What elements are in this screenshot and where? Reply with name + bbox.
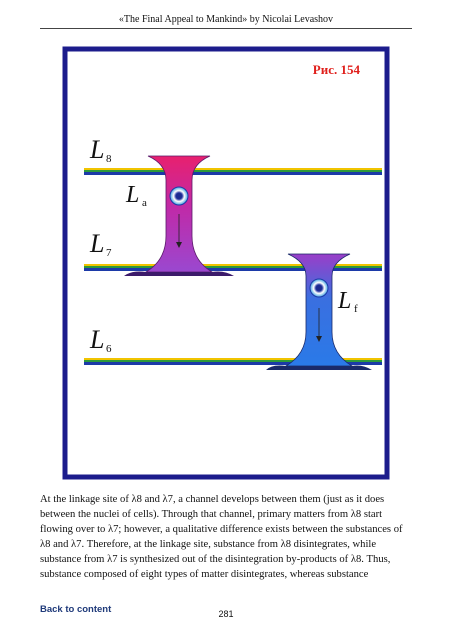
label-lf-sub: f — [354, 303, 358, 315]
label-l8: L — [90, 135, 105, 164]
label-la: L — [126, 182, 140, 208]
plane-l7-lines — [84, 264, 382, 271]
body-line: between the nuclei of cells). Through that channel, primary matters from λ8 start — [40, 509, 383, 520]
body-line: λ8 and λ7. Therefore, at the linkage site, substance from λ8 disintegrates, while — [40, 539, 377, 550]
body-paragraph — [40, 492, 416, 582]
label-l6: L — [90, 325, 105, 354]
label-la-sub: a — [142, 197, 147, 209]
body-line: flowing over to λ7; however, a qualitative difference exists between the substances of — [40, 524, 403, 535]
back-to-content-link[interactable]: Back to content — [40, 604, 112, 615]
body-line: substance composed of eight types of matter disintegrates, whereas substance — [40, 569, 369, 580]
label-l7-sub: 7 — [106, 247, 112, 259]
plane-l8-lines — [84, 168, 382, 175]
figure-caption: Рис. 154 — [312, 62, 360, 77]
page-number: 281 — [218, 609, 234, 619]
label-lf: L — [338, 288, 352, 314]
body-line: substance from λ7 is synthesized out of the disintegration by-products of λ8. Thus, — [40, 554, 391, 565]
page-header: «The Final Appeal to Mankind» by Nicolai Levashov — [118, 14, 334, 25]
header-divider — [40, 28, 412, 29]
label-l6-sub: 6 — [106, 343, 112, 355]
label-l7: L — [90, 229, 105, 258]
figure-154 — [62, 46, 390, 480]
label-l8-sub: 8 — [106, 153, 112, 165]
channel-diagram — [62, 46, 390, 480]
figure-frame — [65, 49, 387, 477]
body-line: At the linkage site of λ8 and λ7, a channel develops between them (just as it does — [40, 494, 385, 505]
